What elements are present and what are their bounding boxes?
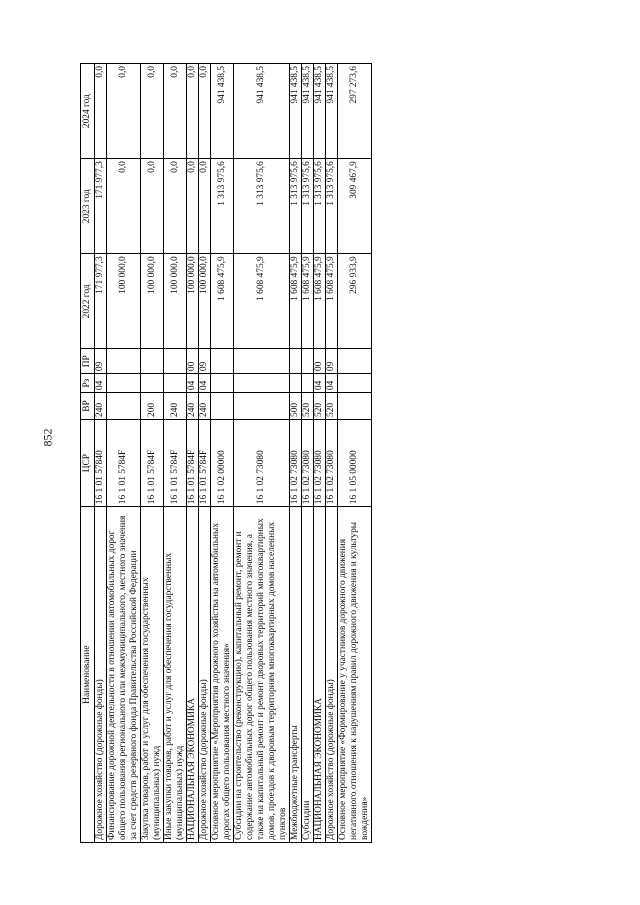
cell-csr: 16 1 05 00000	[338, 419, 372, 506]
cell-pr	[164, 349, 187, 374]
cell-pr: 00	[187, 349, 199, 374]
cell-y2024: 0,0	[107, 64, 141, 159]
cell-y2022: 171 977,3	[95, 254, 107, 349]
cell-rz	[302, 374, 314, 393]
cell-y2022: 1 608 475,9	[290, 254, 302, 349]
cell-vr: 240	[164, 393, 187, 420]
cell-name: Иные закупки товаров, работ и услуг для обеспечения государственных (муниципальных) нужд	[164, 507, 187, 843]
cell-vr: 500	[290, 393, 302, 420]
cell-y2022: 100 000,0	[107, 254, 141, 349]
cell-csr: 16 1 01 5784F	[107, 419, 141, 506]
cell-rz: 04	[95, 374, 107, 393]
cell-y2023: 309 467,9	[338, 159, 372, 254]
rotated-table-container	[80, 66, 500, 843]
cell-y2024: 941 438,5	[211, 64, 234, 159]
table-body	[95, 64, 372, 843]
cell-rz	[164, 374, 187, 393]
cell-y2022: 1 608 475,9	[211, 254, 234, 349]
table-row	[95, 64, 107, 843]
cell-y2023: 1 313 975,6	[234, 159, 290, 254]
cell-pr	[211, 349, 234, 374]
cell-vr: 240	[187, 393, 199, 420]
table-row	[141, 64, 164, 843]
header-vr: ВР	[81, 393, 95, 420]
cell-csr: 16 1 02 00000	[211, 419, 234, 506]
cell-y2023: 171 977,3	[95, 159, 107, 254]
table-row	[164, 64, 187, 843]
cell-y2022: 100 000,0	[199, 254, 211, 349]
table-row	[314, 64, 326, 843]
cell-pr: 09	[199, 349, 211, 374]
cell-y2023: 1 313 975,6	[326, 159, 338, 254]
cell-rz	[107, 374, 141, 393]
cell-y2022: 1 608 475,9	[302, 254, 314, 349]
cell-rz	[290, 374, 302, 393]
cell-name: Закупка товаров, работ и услуг для обеспечения государственных (муниципальных) нужд	[141, 507, 164, 843]
cell-pr: 00	[314, 349, 326, 374]
cell-rz: 04	[326, 374, 338, 393]
page-number: 852	[40, 428, 55, 447]
cell-csr: 16 1 02 73080	[302, 419, 314, 506]
table-row	[326, 64, 338, 843]
cell-y2023: 1 313 975,6	[314, 159, 326, 254]
cell-vr	[211, 393, 234, 420]
cell-y2023: 1 313 975,6	[290, 159, 302, 254]
cell-y2024: 941 438,5	[234, 64, 290, 159]
cell-pr	[338, 349, 372, 374]
cell-y2024: 0,0	[199, 64, 211, 159]
header-2022: 2022 год	[81, 254, 95, 349]
cell-rz	[338, 374, 372, 393]
table-header	[81, 64, 95, 843]
cell-csr: 16 1 01 5784F	[187, 419, 199, 506]
cell-rz: 04	[314, 374, 326, 393]
cell-pr	[234, 349, 290, 374]
cell-y2022: 1 608 475,9	[314, 254, 326, 349]
cell-name: Дорожное хозяйство (дорожные фонды)	[199, 507, 211, 843]
cell-csr: 16 1 02 73080	[326, 419, 338, 506]
cell-y2024: 0,0	[141, 64, 164, 159]
cell-y2022: 1 608 475,9	[326, 254, 338, 349]
cell-y2023: 0,0	[107, 159, 141, 254]
cell-csr: 16 1 02 73080	[234, 419, 290, 506]
header-2023: 2023 год	[81, 159, 95, 254]
table-row	[107, 64, 141, 843]
cell-y2022: 100 000,0	[187, 254, 199, 349]
cell-vr: 240	[95, 393, 107, 420]
header-pr: ПР	[81, 349, 95, 374]
cell-csr: 16 1 01 57840	[95, 419, 107, 506]
cell-rz	[234, 374, 290, 393]
cell-csr: 16 1 01 5784F	[199, 419, 211, 506]
cell-vr: 200	[141, 393, 164, 420]
table-row	[187, 64, 199, 843]
cell-y2023: 1 313 975,6	[211, 159, 234, 254]
header-csr: ЦСР	[81, 419, 95, 506]
cell-y2024: 0,0	[164, 64, 187, 159]
cell-name: НАЦИОНАЛЬНАЯ ЭКОНОМИКА	[187, 507, 199, 843]
cell-rz	[141, 374, 164, 393]
cell-y2023: 0,0	[187, 159, 199, 254]
header-name: Наименование	[81, 507, 95, 843]
cell-vr	[107, 393, 141, 420]
cell-pr	[302, 349, 314, 374]
table-row	[234, 64, 290, 843]
cell-name: Субсидии на строительство (реконструкцию), капитальный ремонт, ремонт и содержание автомобильных дорог общего пользования местного значения, а также на капитальный ремонт и ремонт дворовых территорий многоквартирных домов, проездов к дворовым территориям многоквартирных домов населенных пунктов	[234, 507, 290, 843]
cell-name: Основное мероприятие «Мероприятия дорожного хозяйства на автомобильных дорогах общего пользования местного значения»	[211, 507, 234, 843]
cell-vr: 520	[302, 393, 314, 420]
cell-y2024: 0,0	[95, 64, 107, 159]
cell-y2024: 941 438,5	[326, 64, 338, 159]
cell-csr: 16 1 01 5784F	[164, 419, 187, 506]
header-rz: Рз	[81, 374, 95, 393]
cell-csr: 16 1 02 73080	[290, 419, 302, 506]
table-row	[338, 64, 372, 843]
cell-pr: 09	[326, 349, 338, 374]
cell-y2022: 296 933,9	[338, 254, 372, 349]
budget-table	[80, 63, 372, 843]
cell-y2023: 1 313 975,6	[302, 159, 314, 254]
cell-y2023: 0,0	[141, 159, 164, 254]
cell-y2022: 100 000,0	[141, 254, 164, 349]
table-row	[211, 64, 234, 843]
header-2024: 2024 год	[81, 64, 95, 159]
cell-csr: 16 1 01 5784F	[141, 419, 164, 506]
cell-name: Основное мероприятие «Формирование у участников дорожного движения негативного отношения к нарушениям правил дорожного движения и культуры вождения»	[338, 507, 372, 843]
cell-rz	[211, 374, 234, 393]
cell-y2023: 0,0	[164, 159, 187, 254]
cell-y2024: 0,0	[187, 64, 199, 159]
cell-y2022: 100 000,0	[164, 254, 187, 349]
cell-name: Дорожное хозяйство (дорожные фонды)	[95, 507, 107, 843]
cell-name: Межбюджетные трансферты	[290, 507, 302, 843]
cell-y2024: 941 438,5	[290, 64, 302, 159]
table-row	[290, 64, 302, 843]
cell-vr: 240	[199, 393, 211, 420]
cell-vr	[234, 393, 290, 420]
cell-y2022: 1 608 475,9	[234, 254, 290, 349]
cell-name: Субсидии	[302, 507, 314, 843]
cell-rz: 04	[187, 374, 199, 393]
cell-y2023: 0,0	[199, 159, 211, 254]
cell-vr: 520	[326, 393, 338, 420]
cell-name: НАЦИОНАЛЬНАЯ ЭКОНОМИКА	[314, 507, 326, 843]
cell-pr: 09	[95, 349, 107, 374]
table-row	[302, 64, 314, 843]
cell-rz: 04	[199, 374, 211, 393]
cell-y2024: 941 438,5	[302, 64, 314, 159]
cell-pr	[290, 349, 302, 374]
cell-name: Дорожное хозяйство (дорожные фонды)	[326, 507, 338, 843]
cell-vr	[338, 393, 372, 420]
cell-pr	[141, 349, 164, 374]
cell-y2024: 941 438,5	[314, 64, 326, 159]
cell-vr: 520	[314, 393, 326, 420]
cell-name: Финансирование дорожной деятельности в отношении автомобильных дорог общего пользования регионального или межмуниципального, местного значения за счет средств резервного фонда Правительства Российской Федерации	[107, 507, 141, 843]
cell-csr: 16 1 02 73080	[314, 419, 326, 506]
table-row	[199, 64, 211, 843]
cell-y2024: 297 273,6	[338, 64, 372, 159]
cell-pr	[107, 349, 141, 374]
